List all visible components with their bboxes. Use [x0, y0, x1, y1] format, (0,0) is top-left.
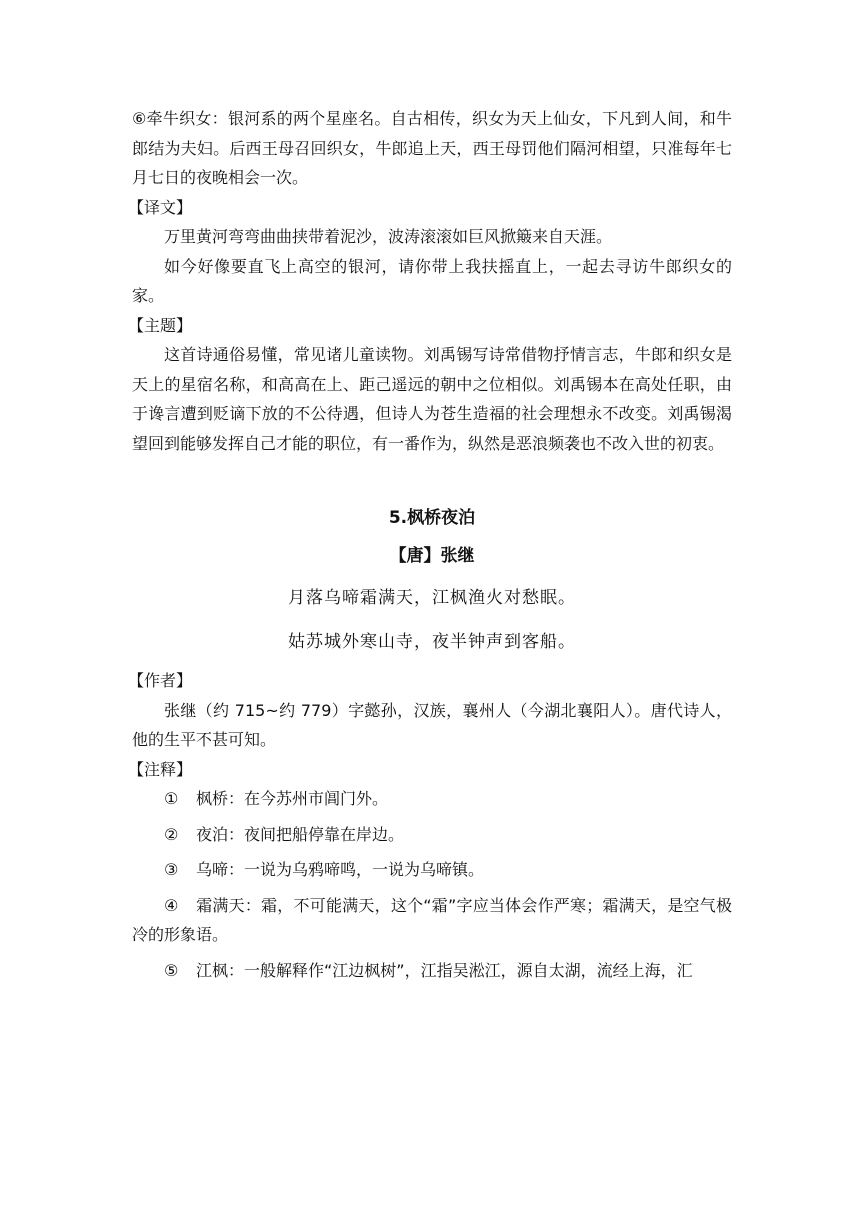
- theme-heading: 【主题】: [128, 315, 193, 335]
- note-text: 江枫：一般解释作“江边枫树”，江指吴淞江，源自太湖，流经上海，汇: [196, 960, 693, 980]
- note-text: 夜泊：夜间把船停靠在岸边。: [196, 824, 405, 844]
- poem-title: 5.枫桥夜泊: [388, 508, 476, 528]
- theme-text: 这首诗通俗易懂，常见诸儿童读物。刘禹锡写诗常借物抒情言志，牛郎和织女是天上的星宿名称，和高高在上、距己遥远的朝中之位相似。刘禹锡本在高处任职，由于谗言遭到贬谪下放的不公待遇，但诗人为苍生造福的社会理想永不改变。刘禹锡渴望回到能够发挥自己才能的职位，有一番作为，纵然是恶浪频袭也不改入世的初衷。: [132, 345, 732, 453]
- document-page: [128, 104, 732, 985]
- author-heading: 【作者】: [128, 671, 193, 690]
- notes-list: [132, 784, 732, 985]
- poem-line-2: 姑苏城外寒山寺，夜半钟声到客船。: [288, 632, 576, 652]
- note-item: [132, 820, 732, 850]
- note-item: [132, 855, 732, 885]
- note-number: ①: [164, 789, 179, 808]
- top-note: ⑥牵牛织女：银河系的两个星座名。自古相传，织女为天上仙女，下凡到人间，和牛郎结为夫妇。后西王母召回织女，牛郎追上天，西王母罚他们隔河相望，只准每年七月七日的夜晚相会一次。: [132, 109, 732, 187]
- note-text: 枫桥：在今苏州市阊门外。: [196, 789, 389, 808]
- note-text: 乌啼：一说为乌鸦啼鸣，一说为乌啼镇。: [196, 860, 485, 879]
- translation-line-1: 万里黄河弯弯曲曲挟带着泥沙，波涛滚滚如巨风掀簸来自天涯。: [164, 227, 613, 246]
- author-text: 张继（约 715~约 779）字懿孙，汉族，襄州人（今湖北襄阳人）。唐代诗人，他的生平不甚可知。: [132, 700, 732, 749]
- translation-heading: 【译文】: [128, 197, 193, 217]
- note-number: ②: [164, 824, 179, 844]
- note-item: [132, 891, 732, 950]
- section-spacer: [132, 458, 732, 502]
- note-item: [132, 956, 732, 986]
- notes-heading: 【注释】: [128, 759, 193, 779]
- note-item: [132, 784, 732, 814]
- note-number: ③: [164, 860, 179, 879]
- note-number: ⑤: [164, 960, 179, 980]
- note-number: ④: [164, 895, 179, 915]
- translation-line-2: 如今好像要直飞上高空的银河，请你带上我扶摇直上，一起去寻访牛郎织女的家。: [132, 256, 732, 305]
- poem-author: 【唐】张继: [389, 546, 475, 566]
- note-text: 霜满天：霜，不可能满天，这个“霜”字应当体会作严寒；霜满天，是空气极冷的形象语。: [132, 895, 732, 944]
- poem-line-1: 月落乌啼霜满天，江枫渔火对愁眠。: [288, 588, 576, 608]
